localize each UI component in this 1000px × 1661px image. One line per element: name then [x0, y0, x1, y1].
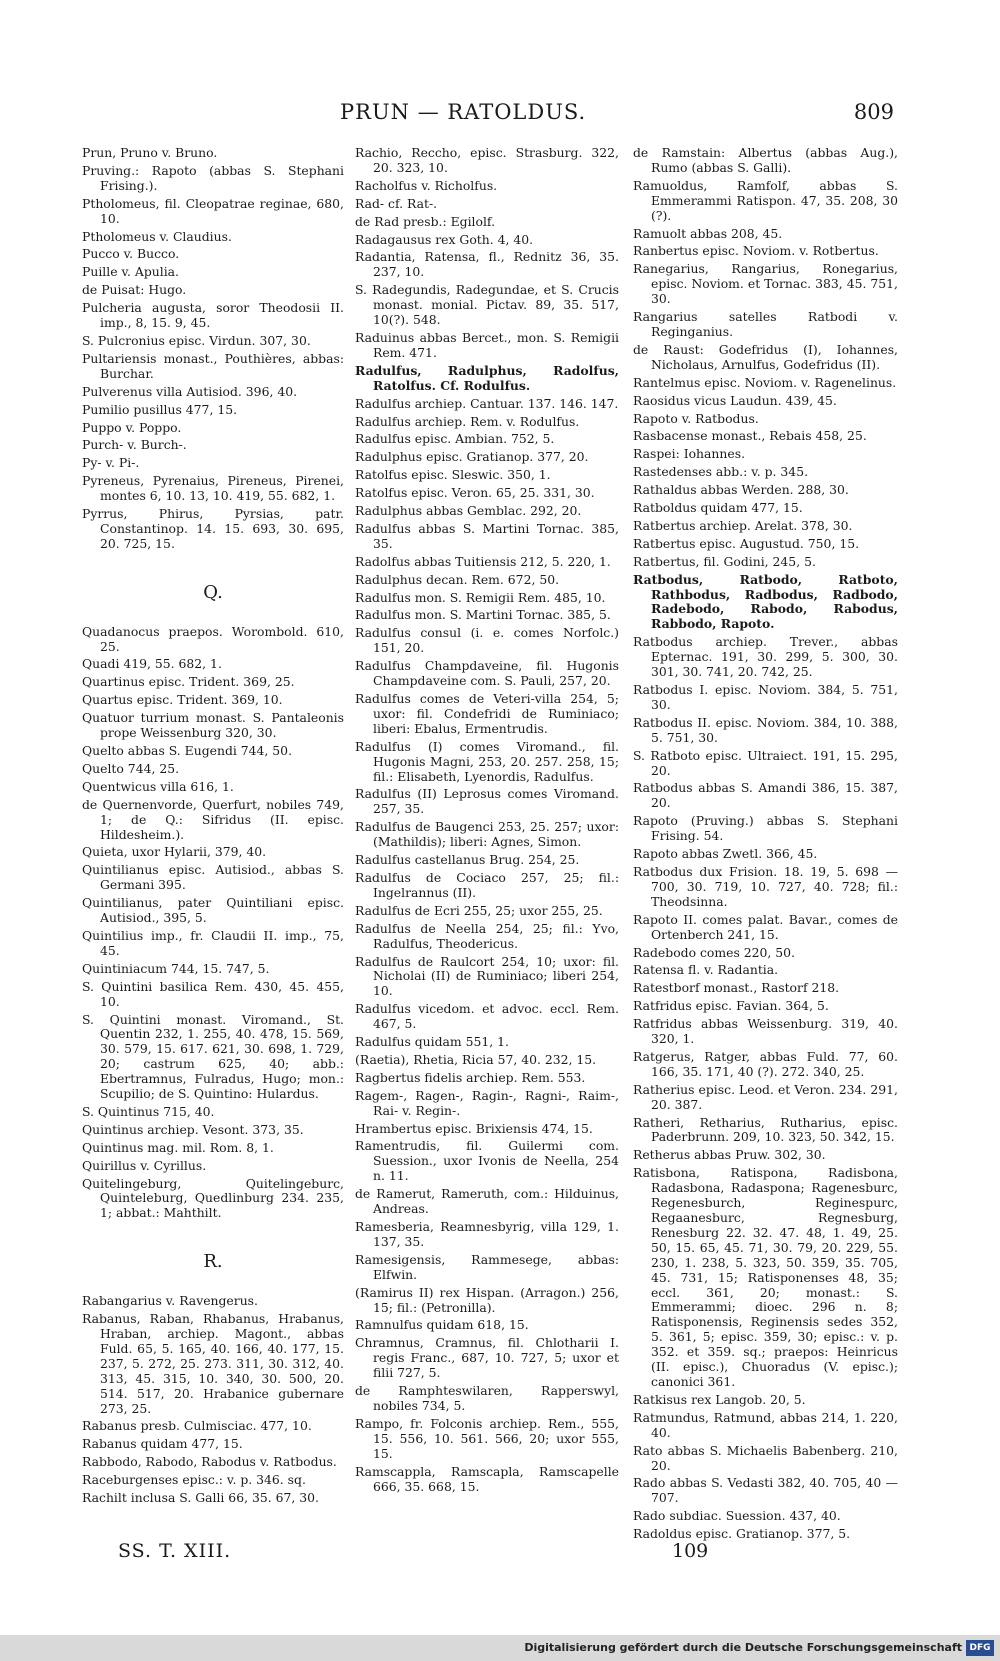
index-entry: Radulfus quidam 551, 1.: [355, 1034, 509, 1050]
index-entry: Quentwicus villa 616, 1.: [82, 778, 234, 794]
index-entry: Rapoto v. Ratbodus.: [633, 410, 759, 426]
index-entry: Ratheri, Retharius, Rutharius, episc. Paderbrunn. 209, 10. 323, 50. 342, 15.: [633, 1114, 898, 1145]
index-entry: Ratbertus episc. Augustud. 750, 15.: [633, 535, 860, 551]
sheet-number: 109: [672, 1540, 709, 1562]
index-entry: Radulfus de Cociaco 257, 25; fil.: Ingelrannus (II).: [355, 869, 619, 900]
index-entry: Puille v. Apulia.: [82, 264, 179, 280]
index-entry: de Ramstain: Albertus (abbas Aug.), Rumo (abbas S. Galli).: [633, 145, 898, 175]
index-column-3: [633, 146, 898, 1545]
index-entry: Ratisbona, Ratispona, Radisbona, Radasbona, Radaspona; Ragenesburc, Regenesburch, Reginespurc, Regaanesburc, Regnesburg, Renesburg 22. 32. 47. 48, 1. 49, 25. 50, 15. 65, 45. 71, 30. 79, 20. 229, 55. 230, 1. 238, 5. 323, 50. 359, 35. 705, 45. 731, 15; Ratisponenses 48, 35; eccl. 361, 20; monast.: S. Emmerammi; dioec. 296 n. 8; Ratisponensis, Reginensis sedes 352, 5. 361, 5; episc. 359, 30; episc.: v. p. 352. et 359. sq.; praepos: Heinricus (II. episc.), Chuoradus (V. episc.); canonici 361.: [633, 1165, 898, 1389]
index-entry: Rastedenses abb.: v. p. 345.: [633, 464, 809, 480]
entries-r: [82, 1294, 344, 1506]
index-entry: Radulfus abbas S. Martini Tornac. 385, 35.: [355, 520, 619, 551]
index-entry: Rabanus presb. Culmisciac. 477, 10.: [82, 1418, 312, 1434]
index-entry: Pyrrus, Phirus, Pyrsias, patr. Constantinop. 14. 15. 693, 30. 695, 20. 725, 15.: [82, 506, 344, 551]
index-entry: Ptholomeus, fil. Cleopatrae reginae, 680, 10.: [82, 195, 344, 226]
index-entry: Pulverenus villa Autisiod. 396, 40.: [82, 383, 298, 399]
index-entry: Py- v. Pi-.: [82, 455, 140, 471]
index-entry: Ratbodus, Ratbodo, Ratboto, Rathbodus, Radbodus, Radbodo, Radebodo, Rabodo, Rabodus, Rabbodo, Rapoto.: [633, 571, 898, 632]
index-entry: Radoldus episc. Gratianop. 377, 5.: [633, 1526, 851, 1542]
index-entry: Pultariensis monast., Pouthières, abbas: Burchar.: [82, 350, 344, 381]
index-entry: Quitelingeburg, Quitelingeburc, Quinteleburg, Quedlinburg 234. 235, 1; abbat.: Mahthilt.: [82, 1175, 344, 1221]
index-entry: S. Quintinus 715, 40.: [82, 1103, 215, 1119]
index-entry: Ragbertus fidelis archiep. Rem. 553.: [355, 1069, 586, 1085]
index-entry: Quatuor turrium monast. S. Pantaleonis prope Weissenburg 320, 30.: [82, 710, 344, 741]
index-entry: Radulfus de Ecri 255, 25; uxor 255, 25.: [355, 902, 603, 918]
index-entry: Prun, Pruno v. Bruno.: [82, 145, 218, 160]
index-entry: Quintiniacum 744, 15. 747, 5.: [82, 960, 270, 976]
page-header: [0, 100, 1000, 130]
index-entry: Ratgerus, Ratger, abbas Fuld. 77, 60. 166, 35. 171, 40 (?). 272. 340, 25.: [633, 1048, 898, 1079]
index-entry: Radulfus Champdaveine, fil. Hugonis Champdaveine com. S. Pauli, 257, 20.: [355, 658, 619, 689]
entries-p: [82, 146, 344, 552]
index-entry: Rapoto abbas Zwetl. 366, 45.: [633, 846, 818, 862]
index-column-2: [355, 146, 619, 1497]
index-entry: Quelto abbas S. Eugendi 744, 50.: [82, 743, 293, 758]
index-entry: Quintinus mag. mil. Rom. 8, 1.: [82, 1139, 274, 1155]
index-column-1: [82, 146, 344, 1509]
index-entry: Quieta, uxor Hylarii, 379, 40.: [82, 844, 267, 860]
index-entry: Radulfus de Baugenci 253, 25. 257; uxor: (Mathildis); liberi: Agnes, Simon.: [355, 819, 619, 850]
index-entry: Ramesberia, Reamnesbyrig, villa 129, 1. 137, 35.: [355, 1219, 619, 1249]
index-entry: Quelto 744, 25.: [82, 760, 180, 776]
index-entry: Quintilianus episc. Autisiod., abbas S. Germani 395.: [82, 862, 344, 893]
index-entry: Rato abbas S. Michaelis Babenberg. 210, 20.: [633, 1442, 898, 1473]
index-entry: Rapoto (Pruving.) abbas S. Stephani Frising. 54.: [633, 813, 898, 844]
index-entry: Ramscappla, Ramscapla, Ramscapelle 666, 35. 668, 15.: [355, 1463, 619, 1494]
index-entry: Raosidus vicus Laudun. 439, 45.: [633, 392, 837, 408]
index-entry: Ratestborf monast., Rastorf 218.: [633, 980, 840, 996]
index-entry: Ptholomeus v. Claudius.: [82, 228, 232, 244]
index-entry: Ratfridus abbas Weissenburg. 319, 40. 320, 1.: [633, 1016, 898, 1047]
index-entry: Puppo v. Poppo.: [82, 419, 182, 435]
index-entry: de Ramerut, Rameruth, com.: Hilduinus, Andreas.: [355, 1186, 619, 1217]
index-entry: de Rad presb.: Egilolf.: [355, 213, 496, 229]
index-entry: Rampo, fr. Folconis archiep. Rem., 555, 15. 556, 10. 561. 566, 20; uxor 555, 15.: [355, 1415, 619, 1461]
index-entry: Ranbertus episc. Noviom. v. Rotbertus.: [633, 243, 879, 259]
index-entry: Quirillus v. Cyrillus.: [82, 1157, 207, 1173]
index-entry: de Puisat: Hugo.: [82, 282, 187, 298]
index-entry: Rabanus, Raban, Rhabanus, Hrabanus, Hraban, archiep. Magont., abbas Fuld. 65, 5. 165, 40. 166, 40. 177, 15. 237, 5. 272, 25. 273. 311, 30. 312, 40. 313, 45. 315, 10. 340, 30. 500, 20. 514. 517, 20. Hrabanice gubernare 273, 25.: [82, 1311, 344, 1416]
index-entry: S. Quintini basilica Rem. 430, 45. 455, 10.: [82, 978, 344, 1009]
index-entry: Radagausus rex Goth. 4, 40.: [355, 231, 534, 247]
index-entry: Ratensa fl. v. Radantia.: [633, 962, 779, 978]
index-entry: Radulfus (II) Leprosus comes Viromand. 257, 35.: [355, 786, 619, 817]
index-entry: Raceburgenses episc.: v. p. 346. sq.: [82, 1472, 306, 1488]
index-entry: Rabanus quidam 477, 15.: [82, 1436, 243, 1452]
index-entry: Ramuolt abbas 208, 45.: [633, 225, 783, 241]
index-entry: Ramnulfus quidam 618, 15.: [355, 1317, 529, 1333]
index-entry: Rad- cf. Rat-.: [355, 195, 438, 211]
index-entry: Ratbodus abbas S. Amandi 386, 15. 387, 20.: [633, 780, 898, 811]
index-entry: Pruving.: Rapoto (abbas S. Stephani Frising.).: [82, 162, 344, 193]
index-entry: Radulphus episc. Gratianop. 377, 20.: [355, 449, 589, 465]
index-entry: Ratbodus I. episc. Noviom. 384, 5. 751, 30.: [633, 682, 898, 712]
index-entry: Quintinus archiep. Vesont. 373, 35.: [82, 1121, 304, 1137]
section-letter-q: Q.: [203, 581, 223, 603]
index-entry: Radulfus de Neella 254, 25; fil.: Yvo, Radulfus, Theodericus.: [355, 920, 619, 951]
index-entry: Radulfus mon. S. Remigii Rem. 485, 10.: [355, 589, 606, 605]
index-entry: Quintilius imp., fr. Claudii II. imp., 75, 45.: [82, 927, 344, 958]
index-entry: Ramentrudis, fil. Guilermi com. Suession., uxor Ivonis de Neella, 254 n. 11.: [355, 1138, 619, 1184]
index-entry: Quadanocus praepos. Worombold. 610, 25.: [82, 623, 344, 654]
index-entry: Radulfus archiep. Rem. v. Rodulfus.: [355, 413, 580, 429]
index-entry: S. Quintini monast. Viromand., St. Quentin 232, 1. 255, 40. 478, 15. 569, 30. 579, 15. 617. 621, 30. 698, 1. 729, 20; castrum 625, 40; abb.: Ebertramnus, Fulradus, Hugo; mon.: Scupilio; de S. Quintino: Hulardus.: [82, 1011, 344, 1102]
index-entry: S. Radegundis, Radegundae, et S. Crucis monast. monial. Pictav. 89, 35. 517, 10(?). 548.: [355, 282, 619, 328]
index-entry: Pucco v. Bucco.: [82, 246, 180, 262]
index-entry: Ratolfus episc. Sleswic. 350, 1.: [355, 467, 551, 483]
index-entry: Rasbacense monast., Rebais 458, 25.: [633, 428, 867, 444]
index-entry: Radulfus vicedom. et advoc. eccl. Rem. 467, 5.: [355, 1001, 619, 1032]
index-entry: Ratbertus, fil. Godini, 245, 5.: [633, 553, 816, 569]
index-entry: Rabangarius v. Ravengerus.: [82, 1293, 258, 1309]
index-entry: Ratmundus, Ratmund, abbas 214, 1. 220, 40.: [633, 1409, 898, 1440]
entries-q: [82, 625, 344, 1222]
index-entry: Ratbodus archiep. Trever., abbas Epternac. 191, 30. 299, 5. 300, 30. 301, 30. 741, 20. 742, 25.: [633, 634, 898, 680]
index-entry: Radulfus archiep. Cantuar. 137. 146. 147.: [355, 395, 619, 411]
index-entry: Radantia, Ratensa, fl., Rednitz 36, 35. 237, 10.: [355, 249, 619, 280]
index-entry: Ratbodus dux Frision. 18. 19, 5. 698 —700, 30. 719, 10. 727, 40. 728; fil.: Theodsinna.: [633, 863, 898, 909]
index-entry: Pyreneus, Pyrenaius, Pireneus, Pirenei, montes 6, 10. 13, 10. 419, 55. 682, 1.: [82, 473, 344, 504]
index-entry: Rangarius satelles Ratbodi v. Reginganius.: [633, 309, 898, 339]
index-entry: Quintilianus, pater Quintiliani episc. Autisiod., 395, 5.: [82, 895, 344, 926]
index-entry: Radulfus castellanus Brug. 254, 25.: [355, 852, 580, 868]
index-entry: Raspei: Iohannes.: [633, 446, 746, 462]
index-entry: Chramnus, Cramnus, fil. Chlotharii I. regis Franc., 687, 10. 727, 5; uxor et filii 727, 5.: [355, 1335, 619, 1381]
index-entry: Quartinus episc. Trident. 369, 25.: [82, 674, 295, 690]
index-entry: Pulcheria augusta, soror Theodosii II. imp., 8, 15. 9, 45.: [82, 300, 344, 331]
index-entry: Quadi 419, 55. 682, 1.: [82, 656, 222, 672]
index-entry: Rachio, Reccho, episc. Strasburg. 322, 20. 323, 10.: [355, 145, 619, 175]
index-entry: Radulfus (I) comes Viromand., fil. Hugonis Magni, 253, 20. 257. 258, 15; fil.: Elisabeth, Lyenordis, Radulfus.: [355, 738, 619, 784]
index-entry: Radulfus mon. S. Martini Tornac. 385, 5.: [355, 607, 611, 623]
index-entry: Radulfus episc. Ambian. 752, 5.: [355, 431, 555, 447]
index-entry: Quartus episc. Trident. 369, 10.: [82, 692, 283, 708]
index-entry: Retherus abbas Pruw. 302, 30.: [633, 1147, 826, 1163]
index-entry: Rachilt inclusa S. Galli 66, 35. 67, 30.: [82, 1490, 319, 1506]
dfg-logo-icon: DFG: [966, 1640, 994, 1656]
index-entry: Ratboldus quidam 477, 15.: [633, 500, 803, 516]
index-entry: Hrambertus episc. Brixiensis 474, 15.: [355, 1120, 593, 1136]
index-entry: Purch- v. Burch-.: [82, 437, 187, 453]
index-entry: Ranegarius, Rangarius, Ronegarius, episc. Noviom. et Tornac. 383, 45. 751, 30.: [633, 261, 898, 307]
index-entry: Radulfus, Radulphus, Radolfus, Ratolfus. Cf. Rodulfus.: [355, 362, 619, 393]
index-entry: Pumilio pusillus 477, 15.: [82, 401, 238, 417]
index-entry: de Ramphteswilaren, Rapperswyl, nobiles 734, 5.: [355, 1383, 619, 1413]
index-entry: Ratfridus episc. Favian. 364, 5.: [633, 998, 829, 1014]
digitization-notice: Digitalisierung gefördert durch die Deutsche Forschungsgemeinschaft: [524, 1641, 962, 1654]
index-entry: Rantelmus episc. Noviom. v. Ragenelinus.: [633, 374, 897, 390]
index-entry: Ratbodus II. episc. Noviom. 384, 10. 388, 5. 751, 30.: [633, 714, 898, 745]
index-entry: Ratolfus episc. Veron. 65, 25. 331, 30.: [355, 485, 595, 501]
index-entry: S. Ratboto episc. Ultraiect. 191, 15. 295, 20.: [633, 747, 898, 778]
index-entry: Radebodo comes 220, 50.: [633, 944, 795, 960]
index-entry: Racholfus v. Richolfus.: [355, 177, 498, 193]
digitization-banner: [0, 1635, 1000, 1661]
index-entry: Ramesigensis, Rammesege, abbas: Elfwin.: [355, 1251, 619, 1282]
index-entry: Radolfus abbas Tuitiensis 212, 5. 220, 1.: [355, 553, 611, 569]
index-entry: Rado abbas S. Vedasti 382, 40. 705, 40 —707.: [633, 1475, 898, 1506]
index-entry: Rado subdiac. Suession. 437, 40.: [633, 1508, 841, 1524]
index-entry: (Raetia), Rhetia, Ricia 57, 40. 232, 15.: [355, 1051, 597, 1067]
signature-mark: SS. T. XIII.: [118, 1540, 232, 1562]
index-entry: (Ramirus II) rex Hispan. (Arragon.) 256, 15; fil.: (Petronilla).: [355, 1284, 619, 1315]
index-entry: Radulfus comes de Veteri-villa 254, 5; uxor: fil. Condefridi de Ruminiaco; liberi: Ebalus, Ermentrudis.: [355, 691, 619, 736]
index-entry: Raduinus abbas Bercet., mon. S. Remigii Rem. 471.: [355, 329, 619, 360]
index-entry: Ragem-, Ragen-, Ragin-, Ragni-, Raim-, Rai- v. Regin-.: [355, 1087, 619, 1118]
entries-col2: [355, 146, 619, 1494]
index-entry: de Quernenvorde, Querfurt, nobiles 749, 1; de Q.: Sifridus (II. episc. Hildesheim.).: [82, 796, 344, 842]
running-head: PRUN — RATOLDUS.: [340, 100, 587, 124]
index-entry: Ratherius episc. Leod. et Veron. 234. 291, 20. 387.: [633, 1081, 898, 1112]
section-letter-r: R.: [203, 1251, 223, 1273]
page-number: 809: [853, 100, 894, 124]
index-entry: Rapoto II. comes palat. Bavar., comes de Ortenberch 241, 15.: [633, 911, 898, 942]
entries-col3: [633, 146, 898, 1542]
index-entry: de Raust: Godefridus (I), Iohannes, Nicholaus, Arnulfus, Godefridus (II).: [633, 341, 898, 372]
index-entry: Rathaldus abbas Werden. 288, 30.: [633, 482, 849, 498]
index-entry: Ratbertus archiep. Arelat. 378, 30.: [633, 517, 853, 533]
index-entry: Radulfus de Raulcort 254, 10; uxor: fil. Nicholai (II) de Ruminiaco; liberi 254, 10.: [355, 953, 619, 999]
index-entry: S. Pulcronius episc. Virdun. 307, 30.: [82, 332, 311, 348]
index-entry: Rabbodo, Rabodo, Rabodus v. Ratbodus.: [82, 1454, 337, 1470]
index-entry: Radulphus abbas Gemblac. 292, 20.: [355, 503, 582, 519]
index-entry: Radulfus consul (i. e. comes Norfolc.) 151, 20.: [355, 625, 619, 656]
index-entry: Ramuoldus, Ramfolf, abbas S. Emmerammi Ratispon. 47, 35. 208, 30 (?).: [633, 177, 898, 223]
index-entry: Radulphus decan. Rem. 672, 50.: [355, 571, 560, 587]
index-entry: Ratkisus rex Langob. 20, 5.: [633, 1391, 806, 1407]
